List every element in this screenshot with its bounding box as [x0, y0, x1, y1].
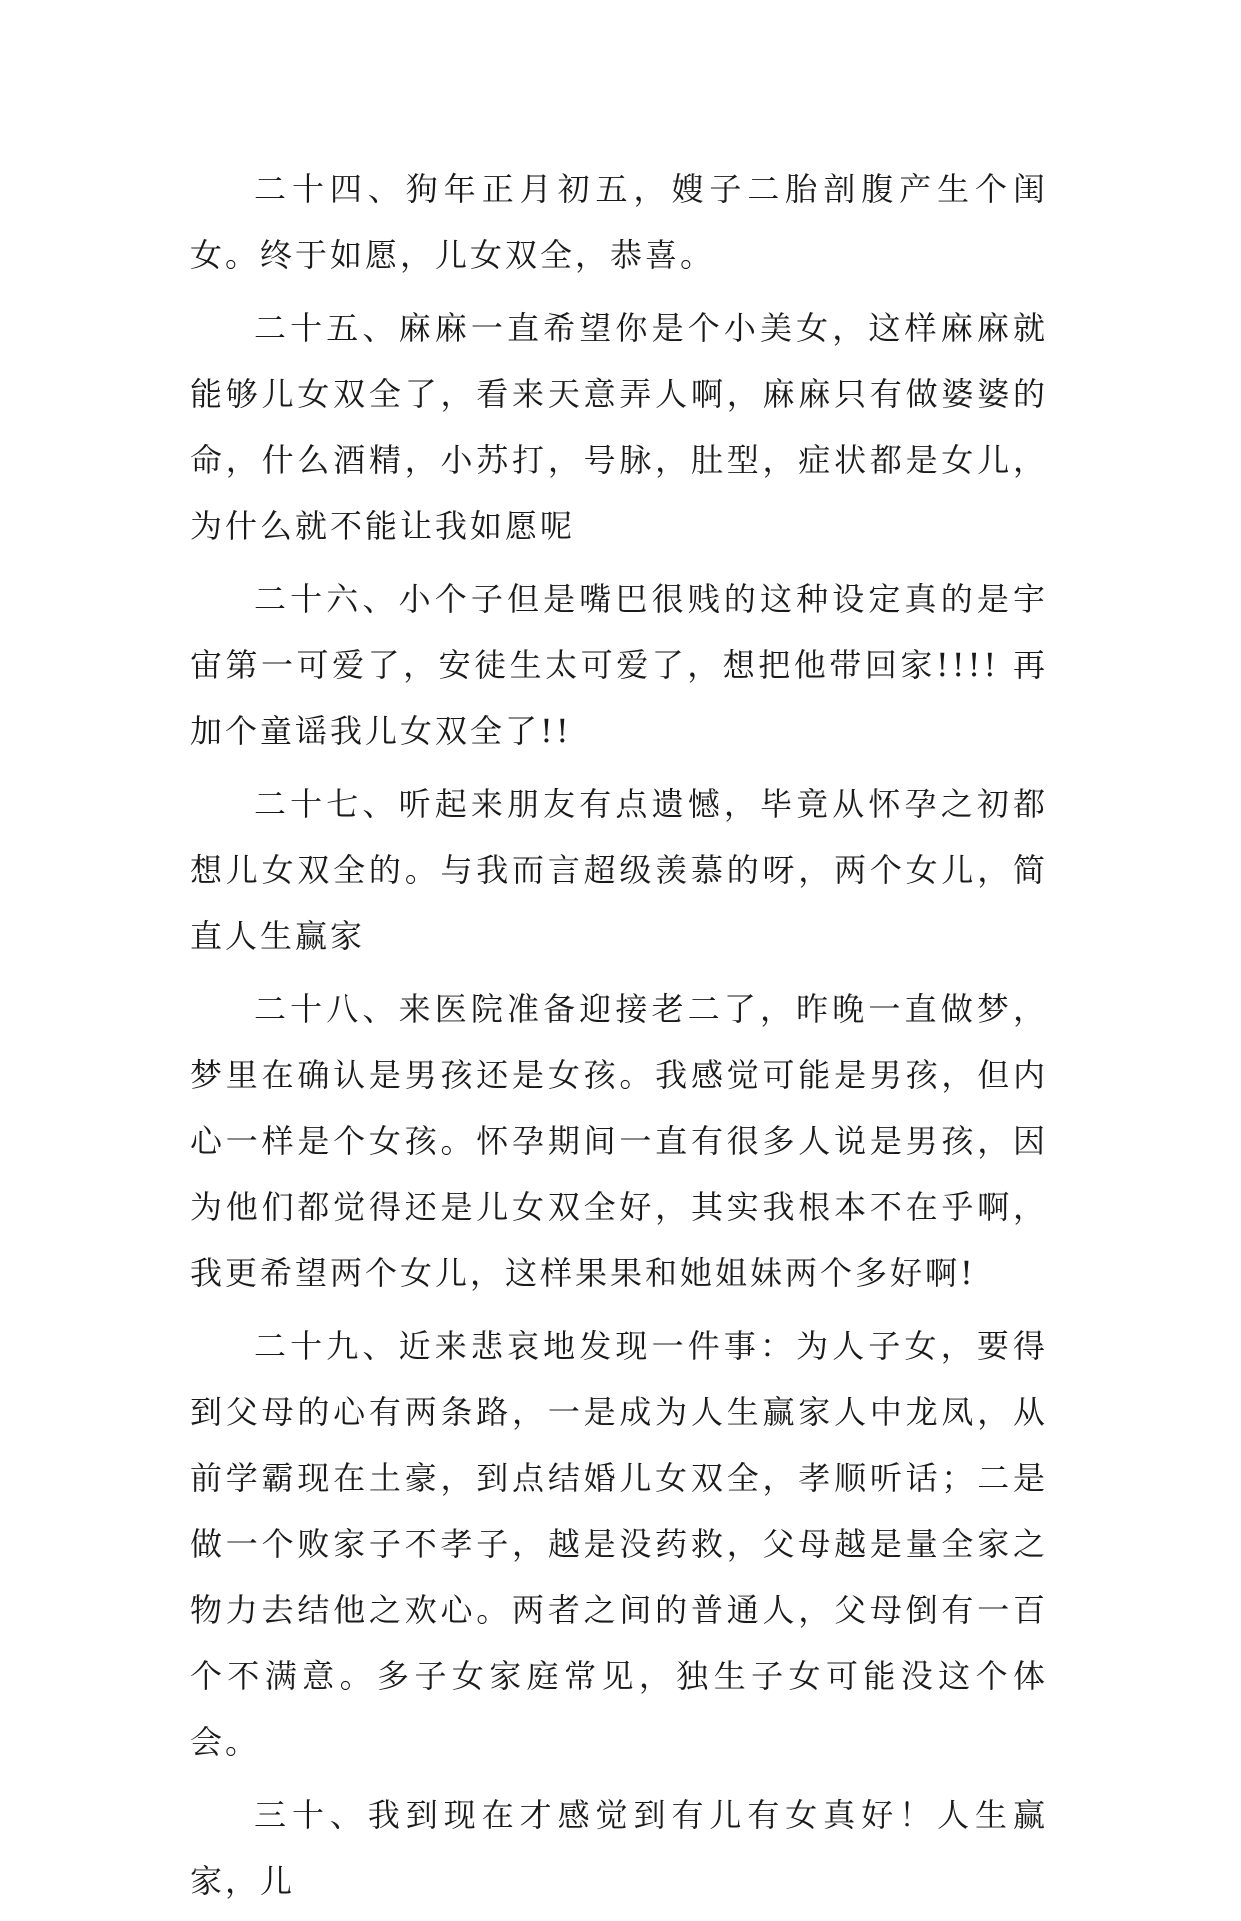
paragraph-24: 二十四、狗年正月初五，嫂子二胎剖腹产生个闺女。终于如愿，儿女双全，恭喜。	[190, 170, 1048, 274]
document-body	[190, 156, 1048, 1921]
paragraph-25: 二十五、麻麻一直希望你是个小美女，这样麻麻就能够儿女双全了，看来天意弄人啊，麻麻只有做婆婆的命，什么酒精，小苏打，号脉，肚型，症状都是女儿，为什么就不能让我如愿呢	[190, 309, 1048, 545]
paragraph-27: 二十七、听起来朋友有点遗憾，毕竟从怀孕之初都想儿女双全的。与我而言超级羡慕的呀，两个女儿，简直人生赢家	[190, 785, 1048, 955]
paragraph-26: 二十六、小个子但是嘴巴很贱的这种设定真的是宇宙第一可爱了，安徒生太可爱了，想把他带回家!!!! 再加个童谣我儿女双全了!!	[190, 580, 1048, 750]
paragraph-30: 三十、我到现在才感觉到有儿有女真好！人生赢家，儿	[190, 1796, 1048, 1900]
paragraph-28: 二十八、来医院准备迎接老二了，昨晚一直做梦，梦里在确认是男孩还是女孩。我感觉可能是男孩，但内心一样是个女孩。怀孕期间一直有很多人说是男孩，因为他们都觉得还是儿女双全好，其实我根本不在乎啊，我更希望两个女儿，这样果果和她姐妹两个多好啊!	[190, 990, 1048, 1292]
paragraph-29: 二十九、近来悲哀地发现一件事：为人子女，要得到父母的心有两条路，一是成为人生赢家人中龙凤，从前学霸现在土豪，到点结婚儿女双全，孝顺听话；二是做一个败家子不孝子，越是没药救，父母越是量全家之物力去结他之欢心。两者之间的普通人，父母倒有一百个不满意。多子女家庭常见，独生子女可能没这个体会。	[190, 1327, 1048, 1761]
